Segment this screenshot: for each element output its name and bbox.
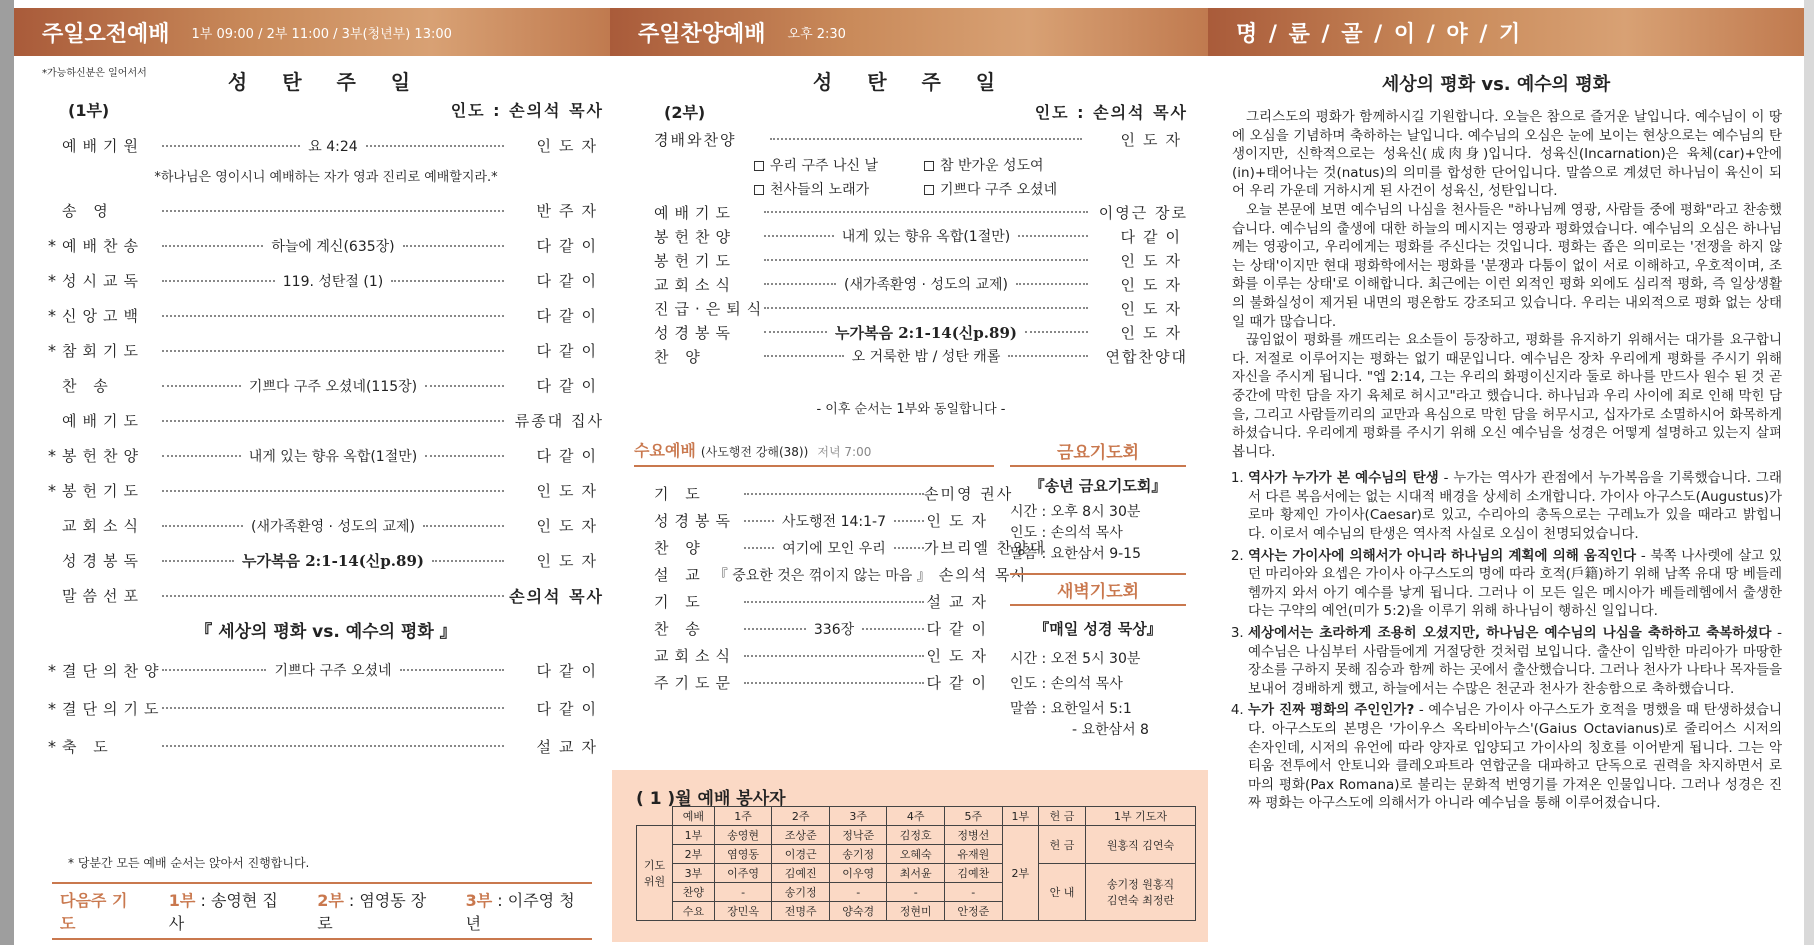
leader-dots	[432, 560, 504, 562]
leader-dots	[744, 628, 806, 630]
order-label: 결단의찬양	[62, 661, 165, 680]
friday-leader: 인도 : 손의석 목사	[1010, 525, 1123, 541]
praise-header-title: 주일찬양예배	[638, 21, 766, 47]
table-header: 1부	[1002, 807, 1038, 826]
leader-dots	[162, 669, 266, 671]
order-row	[654, 615, 994, 642]
song-item: 기쁘다 구주 오셨네	[924, 179, 1094, 199]
order-row	[48, 333, 604, 368]
song-item: 참 반가운 성도여	[924, 155, 1094, 175]
leader-dots	[764, 307, 1088, 309]
leader-dots	[162, 145, 300, 147]
leader-dots	[162, 560, 234, 562]
leader-dots	[162, 315, 504, 317]
order-row	[48, 689, 604, 727]
checkbox-icon	[924, 185, 934, 195]
article-point: 2. 역사는 가이사에 의해서가 아니라 하나님의 계획에 의해 움직인다 - 북쪽 나사렛에 살고 있던 마리아와 요셉은 가이사 아구스도의 명에 따라 호적(戶籍)하기 위해 남쪽 유대 땅 베들레헴까지 와서 아기 예수를 낳게 됩니다. 그러나 이 모든 일은 메시아가 베들레헴에서 출생한다는 구약의 예언(미가 5:2)을 이루기 위해 하나님이 행하신 일입니다.	[1248, 547, 1782, 621]
order-middle	[744, 619, 924, 639]
checkbox-icon	[924, 161, 934, 171]
leader-dots	[744, 601, 924, 603]
wednesday-time: 저녁 7:00	[817, 445, 872, 459]
order-row	[654, 272, 1188, 296]
order-row	[654, 642, 994, 669]
order-label: 송 영	[62, 202, 114, 220]
table-header: 3주	[829, 807, 887, 826]
order-middle	[162, 516, 504, 536]
wednesday-title: 수요예배	[634, 441, 696, 460]
order-row	[654, 248, 1188, 272]
leader-dots	[744, 655, 924, 657]
order-content: 내게 있는 향유 옥합(1절만)	[834, 226, 1018, 246]
order-row	[48, 368, 604, 403]
usher-label: 안 내	[1039, 864, 1086, 921]
order-label: 성시교독	[62, 272, 144, 290]
offering-names: 원홍직 김연숙	[1085, 826, 1195, 864]
dawn-word2: - 요한삼서 8	[1072, 722, 1149, 738]
leader-dots	[764, 283, 836, 285]
order-middle	[744, 493, 924, 495]
order-person: 다같이	[536, 699, 604, 718]
side-2bu: 2부	[1002, 826, 1038, 921]
order-content: 내게 있는 향유 옥합(1절만)	[241, 446, 425, 466]
praise-header-time: 오후 2:30	[787, 26, 846, 42]
order-content: 119. 성탄절 (1)	[275, 271, 391, 291]
leader-dots	[400, 669, 504, 671]
order-row	[654, 669, 994, 696]
praise-order-list	[654, 200, 1188, 368]
order-person: 다같이	[536, 661, 604, 680]
leader-dots	[162, 745, 504, 747]
order-label: 찬 양	[654, 347, 706, 366]
order-middle	[764, 274, 1088, 294]
order-middle	[744, 511, 924, 531]
order-row	[48, 543, 604, 578]
order-label: 봉헌기도	[62, 482, 144, 500]
order-label: 찬 양	[654, 539, 706, 557]
article-point: 3. 세상에서는 초라하게 조용히 오셨지만, 하나님은 예수님의 나심을 축하하고 축복하셨다 - 예수님은 나심부터 사람들에게 거절당한 것처럼 보입니다. 출산이 임박한 마리아가 마땅한 장소를 구하지 못해 짐승과 함께 하는 곳에서 출산했습니다. 그러나 천사가 나타나 목자들을 보내어 경배하게 했고, 하늘에서는 수많은 천군과 천사가 찬송함으로 축하했습니다.	[1248, 624, 1782, 698]
leader-dots	[425, 455, 504, 457]
order-middle	[744, 601, 924, 603]
order-middle	[162, 550, 504, 571]
order-row	[654, 344, 1188, 368]
leader-dots	[403, 245, 504, 247]
order-row	[48, 193, 604, 228]
dawn-name: 『매일 성경 묵상』	[1034, 620, 1162, 638]
order-middle	[744, 538, 924, 558]
order-label: 기 도	[654, 593, 706, 611]
order-middle	[764, 307, 1088, 309]
order-row	[48, 508, 604, 543]
order-person: 다같이	[536, 272, 604, 290]
order-middle	[162, 271, 504, 291]
standing-mark: *	[48, 306, 56, 325]
friday-box	[1010, 438, 1186, 741]
order-label: 봉헌찬양	[62, 447, 144, 465]
order-person: 인도자	[536, 482, 604, 500]
order-person: 다같이	[536, 377, 604, 395]
morning-header-title: 주일오전예배	[42, 21, 170, 47]
order-content: 기쁘다 구주 오셨네(115장)	[241, 376, 425, 396]
order-label: 주기도문	[654, 674, 736, 692]
order-person: 다같이	[536, 237, 604, 255]
story-header	[1208, 8, 1804, 56]
order-row	[48, 578, 604, 613]
order-middle	[744, 682, 924, 684]
order-person: 인도자	[1120, 251, 1188, 270]
order-row	[48, 473, 604, 508]
next-p1-label: 1부	[168, 891, 196, 910]
leader-dots	[425, 385, 504, 387]
leader-dots	[764, 211, 1088, 213]
servants-table: 예배 1주 2주 3주 4주 5주 1부 헌 금 1부 기도자 기도 위원 1부 송영현 조상준 정낙준 김정호 정병선 2부 헌 금 원홍직 김연숙 2부 염영동 이경근 송기정 오혜숙 유재원 3부 이주영 김예진 이우영 최서윤 김예찬 안 내 송기정 원홍직 김연숙 최정란 찬양 - 송기정 - - - 수요 장민옥 전명주 양숙경 정현미 안정준	[636, 806, 1196, 921]
order-middle	[764, 226, 1088, 246]
order-person: 다같이	[536, 307, 604, 325]
order-content: 요 4:24	[300, 136, 365, 156]
order-middle	[764, 346, 1088, 366]
morning-header-times: 1부 09:00 / 2부 11:00 / 3부(청년부) 13:00	[191, 26, 452, 42]
order-label: 찬 송	[654, 620, 706, 638]
friday-name: 『송년 금요기도회』	[1029, 477, 1167, 495]
order-label: 찬 송	[62, 377, 114, 395]
order-content: 336장	[806, 619, 862, 639]
leader-dots	[744, 493, 924, 495]
order-middle	[764, 259, 1088, 261]
order-content: 사도행전 14:1-7	[774, 511, 894, 531]
scripture-quote: *하나님은 영이시니 예배하는 자가 영과 진리로 예배할지라.*	[154, 170, 498, 185]
order-person: 다같이	[1120, 227, 1188, 246]
standing-mark: *	[48, 341, 56, 360]
table-header: 1주	[714, 807, 772, 826]
order-row	[654, 534, 1047, 561]
song-item: 천사들의 노래가	[754, 179, 924, 199]
order-label: 참회기도	[62, 342, 144, 360]
order-label: 예배기도	[654, 203, 736, 222]
order-person: 인도자	[1120, 299, 1188, 318]
order-row	[48, 438, 604, 473]
order-row	[48, 651, 604, 689]
closing-list	[48, 651, 604, 765]
article-points	[1232, 469, 1782, 813]
order-middle	[764, 211, 1088, 213]
praise-song-list	[754, 155, 1094, 199]
order-content: 『 중요한 것은 꺾이지 않는 마음 』	[706, 565, 939, 585]
praise-part-label: (2부)	[664, 103, 706, 122]
wednesday-subtitle: (사도행전 강해(38))	[700, 445, 809, 459]
leader-dots	[744, 547, 774, 549]
order-row	[654, 588, 994, 615]
stand-note: *가능하신분은 일어서서	[42, 68, 147, 79]
order-middle	[162, 376, 504, 396]
order-middle	[706, 565, 939, 585]
order-label: 진급·은퇴식	[654, 299, 768, 318]
order-label: 봉헌기도	[654, 251, 736, 270]
wednesday-order-list	[654, 480, 1047, 696]
dawn-time: 시간 : 오전 5시 30분	[1010, 651, 1141, 667]
leader-dots	[366, 145, 504, 147]
order-row	[654, 296, 1188, 320]
order-person: 다같이	[536, 342, 604, 360]
order-person: 가브리엘 찬양대	[924, 539, 1047, 557]
checkbox-icon	[754, 161, 764, 171]
order-label: 교회소식	[654, 647, 736, 665]
order-person: 손의석 목사	[509, 587, 604, 606]
order-label: 예배기원	[62, 137, 144, 155]
order-content: 누가복음 2:1-14(신p.89)	[827, 322, 1025, 343]
leader-dots	[162, 420, 504, 422]
next-p1-name: : 송영현 집사	[168, 891, 278, 933]
order-person: 반주자	[536, 202, 604, 220]
morning-part-label: (1부)	[68, 101, 110, 120]
order-person: 인도자	[926, 512, 994, 530]
order-person: 손의석 목사	[938, 566, 1028, 584]
order-label: 예배찬송	[62, 237, 144, 255]
standing-mark: *	[48, 736, 56, 756]
sermon-title: 『 세상의 평화 vs. 예수의 평화 』	[195, 622, 457, 642]
order-row	[48, 228, 604, 263]
praise-open-who: 인도자	[1120, 130, 1188, 149]
leader-dots	[744, 682, 924, 684]
morning-order-list	[48, 128, 604, 765]
next-p2-name: : 염영동 장로	[317, 891, 427, 933]
next-p3-label: 3부	[465, 891, 493, 910]
order-label: 성경봉독	[654, 512, 736, 530]
standing-mark: *	[48, 698, 56, 718]
story-column	[1210, 56, 1782, 816]
leader-dots	[423, 525, 504, 527]
leader-dots	[162, 490, 504, 492]
morning-leader: 인도 : 손의석 목사	[450, 101, 604, 120]
servants-title: ( 1 )월 예배 봉사자	[636, 789, 786, 809]
friday-title: 금요기도회	[1010, 438, 1186, 467]
order-person: 인도자	[536, 517, 604, 535]
order-row	[48, 128, 604, 163]
order-person: 인도자	[1120, 275, 1188, 294]
order-middle	[162, 315, 504, 317]
next-prayer-bar	[52, 882, 592, 940]
standing-mark: *	[48, 481, 56, 500]
order-row	[654, 200, 1188, 224]
praise-open-row	[654, 129, 1188, 149]
leader-dots	[162, 350, 504, 352]
praise-header	[610, 8, 1208, 56]
order-person: 인도자	[926, 647, 994, 665]
order-row	[48, 298, 604, 333]
table-header: 5주	[945, 807, 1003, 826]
group-label: 기도 위원	[637, 826, 673, 921]
usher-names: 송기정 원홍직 김연숙 최정란	[1085, 864, 1195, 921]
leader-dots	[764, 235, 834, 237]
order-person: 이영근 장로	[1098, 203, 1188, 222]
standing-mark: *	[48, 446, 56, 465]
leader-dots	[162, 525, 243, 527]
leader-dots	[764, 259, 1088, 261]
order-person: 설교자	[536, 737, 604, 756]
leader-dots	[162, 385, 241, 387]
leader-dots	[162, 280, 275, 282]
order-row	[654, 561, 1028, 588]
table-header: 1부 기도자	[1085, 807, 1195, 826]
leader-dots	[162, 707, 504, 709]
leader-dots	[162, 210, 504, 212]
order-person: 다같이	[926, 620, 994, 638]
order-content: 하늘에 계신(635장)	[263, 236, 402, 256]
leader-dots	[764, 355, 844, 357]
leader-dots	[391, 280, 504, 282]
praise-open-label: 경배와찬양	[654, 130, 737, 149]
song-item: 우리 구주 나신 날	[754, 155, 924, 175]
order-content: 누가복음 2:1-14(신p.89)	[234, 550, 432, 571]
order-row	[48, 263, 604, 298]
leader-dots	[1016, 283, 1088, 285]
order-label: 기 도	[654, 485, 706, 503]
dawn-word1: 말씀 : 요한일서 5:1	[1010, 701, 1132, 717]
friday-time: 시간 : 오후 8시 30분	[1010, 504, 1141, 520]
leader-dots	[770, 138, 1082, 140]
order-row	[48, 727, 604, 765]
order-middle	[162, 595, 504, 597]
standing-mark: *	[48, 236, 56, 255]
order-label: 성경봉독	[654, 323, 736, 342]
table-header: 2주	[772, 807, 830, 826]
order-middle	[162, 236, 504, 256]
article-paragraph: 끊임없이 평화를 깨뜨리는 요소들이 등장하고, 평화를 유지하기 위해서는 대가를 요구합니다. 저절로 이루어지는 평화는 없기 때문입니다. 예수님은 장차 우리에게 평화를 주시기 위해 자신을 주시게 됩니다. "엡 2:14, 그는 우리의 화평이신지라 둘로 하나를 만드사 원수 된 것 곧 중간에 막힌 담을 자기 육체로 허시고"라고 했습니다. 하나님과 우리 사이에 죄로 인해 막힌 담을, 그리고 사람들끼리의 교만과 욕심으로 막힌 담을 허무시고, 십자가로 소멸하시어 화목하게 하셨습니다. 우리에게 평화를 주시기 위해 오신 예수님을 성경은 어떻게 설명하고 있는지 살펴봅니다.	[1232, 332, 1782, 460]
order-row	[654, 480, 1014, 507]
order-middle	[162, 660, 504, 680]
order-content: (새가족환영 · 성도의 교제)	[243, 516, 423, 536]
order-middle	[162, 350, 504, 352]
next-prayer-heading: 다음주 기도	[60, 891, 128, 933]
right-edge	[1804, 0, 1814, 945]
order-middle	[162, 490, 504, 492]
order-label: 교회소식	[654, 275, 736, 294]
order-label: 축 도	[62, 737, 114, 756]
order-person: 다같이	[536, 447, 604, 465]
order-row	[654, 320, 1188, 344]
servants-box	[612, 770, 1208, 942]
article-title: 세상의 평화 vs. 예수의 평화	[1381, 74, 1611, 95]
table-header: 헌 금	[1039, 807, 1086, 826]
leader-dots	[744, 520, 774, 522]
order-content: (새가족환영 · 성도의 교제)	[836, 274, 1016, 294]
table-header: 4주	[887, 807, 945, 826]
article-point: 4. 누가 진짜 평화의 주인인가? - 예수님은 가이사 아구스도가 호적을 명했을 때 탄생하셨습니다. 아구스도의 본명은 '가이우스 옥타비아누스'(Gaius Octavianus)로 줄리어스 시저의 손자인데, 시저의 유언에 따라 양자로 입양되고 가이사의 칭호를 이어받게 됩니다. 그는 악티움 전투에서 안토니와 클레오파트라 연합군을 대파하고 단독으로 권력을 차지하면서 로마의 평화(Pax Romana)로 불리는 문화적 번영기를 가져온 인물입니다. 그러나 성경은 진짜 평화는 아구스도에 의해서가 아니라 예수님을 통해 이루어졌습니다.	[1248, 701, 1782, 813]
order-row	[654, 224, 1188, 248]
order-label: 설 교	[654, 566, 706, 584]
order-person: 설교자	[926, 593, 994, 611]
praise-day-title: 성 탄 주 일	[812, 70, 1010, 94]
order-label: 성경봉독	[62, 552, 144, 570]
order-row	[48, 403, 604, 438]
order-person: 류종대 집사	[514, 412, 604, 430]
leader-dots	[162, 245, 263, 247]
order-middle	[162, 420, 504, 422]
order-person: 손미영 권사	[924, 485, 1014, 503]
friday-word: 말씀 : 요한삼서 9-15	[1010, 546, 1141, 562]
order-label: 교회소식	[62, 517, 144, 535]
leader-dots	[1025, 331, 1088, 333]
next-p3-name: : 이주영 청년	[465, 891, 575, 933]
leader-dots	[894, 520, 924, 522]
leader-dots	[764, 331, 827, 333]
order-person: 다같이	[926, 674, 994, 692]
order-content: 여기에 모인 우리	[774, 538, 894, 558]
checkbox-icon	[754, 185, 764, 195]
morning-footnote: * 당분간 모든 예배 순서는 앉아서 진행합니다.	[68, 856, 310, 870]
order-label: 말씀선포	[62, 587, 144, 605]
order-label: 봉헌찬양	[654, 227, 736, 246]
order-middle	[162, 446, 504, 466]
order-middle	[744, 655, 924, 657]
dawn-title: 새벽기도회	[1010, 573, 1186, 606]
order-person: 인도자	[536, 552, 604, 570]
table-header: 예배	[673, 807, 715, 826]
standing-mark: *	[48, 271, 56, 290]
order-middle	[162, 745, 504, 747]
left-edge	[0, 0, 14, 945]
morning-header	[14, 8, 610, 56]
wednesday-heading	[634, 438, 994, 467]
order-person: 인도자	[536, 137, 604, 155]
order-person: 인도자	[1120, 323, 1188, 342]
dawn-leader: 인도 : 손의석 목사	[1010, 676, 1123, 692]
order-person: 연합찬양대	[1105, 347, 1188, 366]
order-label: 신앙고백	[62, 307, 144, 325]
order-label: 결단의기도	[62, 699, 165, 718]
article-paragraph: 그리스도의 평화가 함께하시길 기원합니다. 오늘은 참으로 즐거운 날입니다. 예수님이 이 땅에 오심을 기념하며 축하하는 날입니다. 예수님의 오심은 눈에 보이는 현상으로는 예수님의 탄생이지만, 신학적으로는 성육신(成肉身)입니다. 성육신(Incarnation)은 육체(car)+안에(in)+태어나는 것(natus)의 의미를 합성한 단어입니다. 말씀으로 계셨던 하나님이 육신이 되어 우리 가운데 거하시게 된 사건이 성육신, 성탄입니다.	[1232, 109, 1782, 200]
leader-dots	[1018, 235, 1088, 237]
order-middle	[162, 210, 504, 212]
article-body	[1210, 108, 1782, 813]
leader-dots	[862, 628, 924, 630]
article-paragraph: 오늘 본문에 보면 예수님의 나심을 천사들은 "하나님께 영광, 사람들 중에 평화"라고 찬송했습니다. 예수님의 출생에 대한 하늘의 메시지는 영광과 평화였습니다. 예수님의 오심은 하나님께는 영광이고, 우리에게는 평화를 주신다는 것입니다. 평화는 좁은 의미로는 '전쟁을 하지 않는 상태'이지만 현대 평화학에서는 평화를 '분쟁과 다툼이 없이 서로 이해하고, 우호적이며, 조화를 이루는 상태'로 이해합니다. 최근에는 이런 외적인 평화 외에도 심리적 평화, 즉 일상생활의 불화실성이 제거된 내면의 평온함도 강조되고 있습니다. 우리는 내외적으로 평화 없는 상태일 때가 많습니다.	[1232, 201, 1782, 330]
praise-leader: 인도 : 손의석 목사	[1034, 103, 1188, 122]
order-content: 기쁘다 구주 오셨네	[266, 660, 399, 680]
order-label: 예배기도	[62, 412, 144, 430]
order-content: 오 거룩한 밤 / 성탄 캐롤	[844, 346, 1009, 366]
order-middle	[162, 136, 504, 156]
order-middle	[764, 322, 1088, 343]
leader-dots	[162, 595, 504, 597]
morning-day-title: 성 탄 주 일	[227, 70, 425, 94]
standing-mark: *	[48, 660, 56, 680]
leader-dots	[894, 547, 924, 549]
article-point: 1. 역사가 누가가 본 예수님의 탄생 - 누가는 역사가 관점에서 누가복음을 기록했습니다. 그래서 다른 복음서에는 없는 시대적 배경을 상세히 소개합니다. 가이사 아구스도(Augustus)가 로마 황제인 가이사(Caesar)로 있고, 수리아의 총독으로는 구레뇨가 있을 때라고 밝힙니다. 이로서 예수님의 탄생은 역사적 사실로 오심이 천명되었습니다.	[1248, 469, 1782, 543]
order-middle	[162, 707, 504, 709]
offering-label: 헌 금	[1039, 826, 1086, 864]
next-p2-label: 2부	[317, 891, 344, 910]
praise-after-note: - 이후 순서는 1부와 동일합니다 -	[816, 402, 1006, 417]
leader-dots	[1008, 355, 1088, 357]
story-header-title: 명 / 륜 / 골 / 이 / 야 / 기	[1236, 21, 1523, 47]
order-row	[654, 507, 994, 534]
leader-dots	[162, 455, 241, 457]
